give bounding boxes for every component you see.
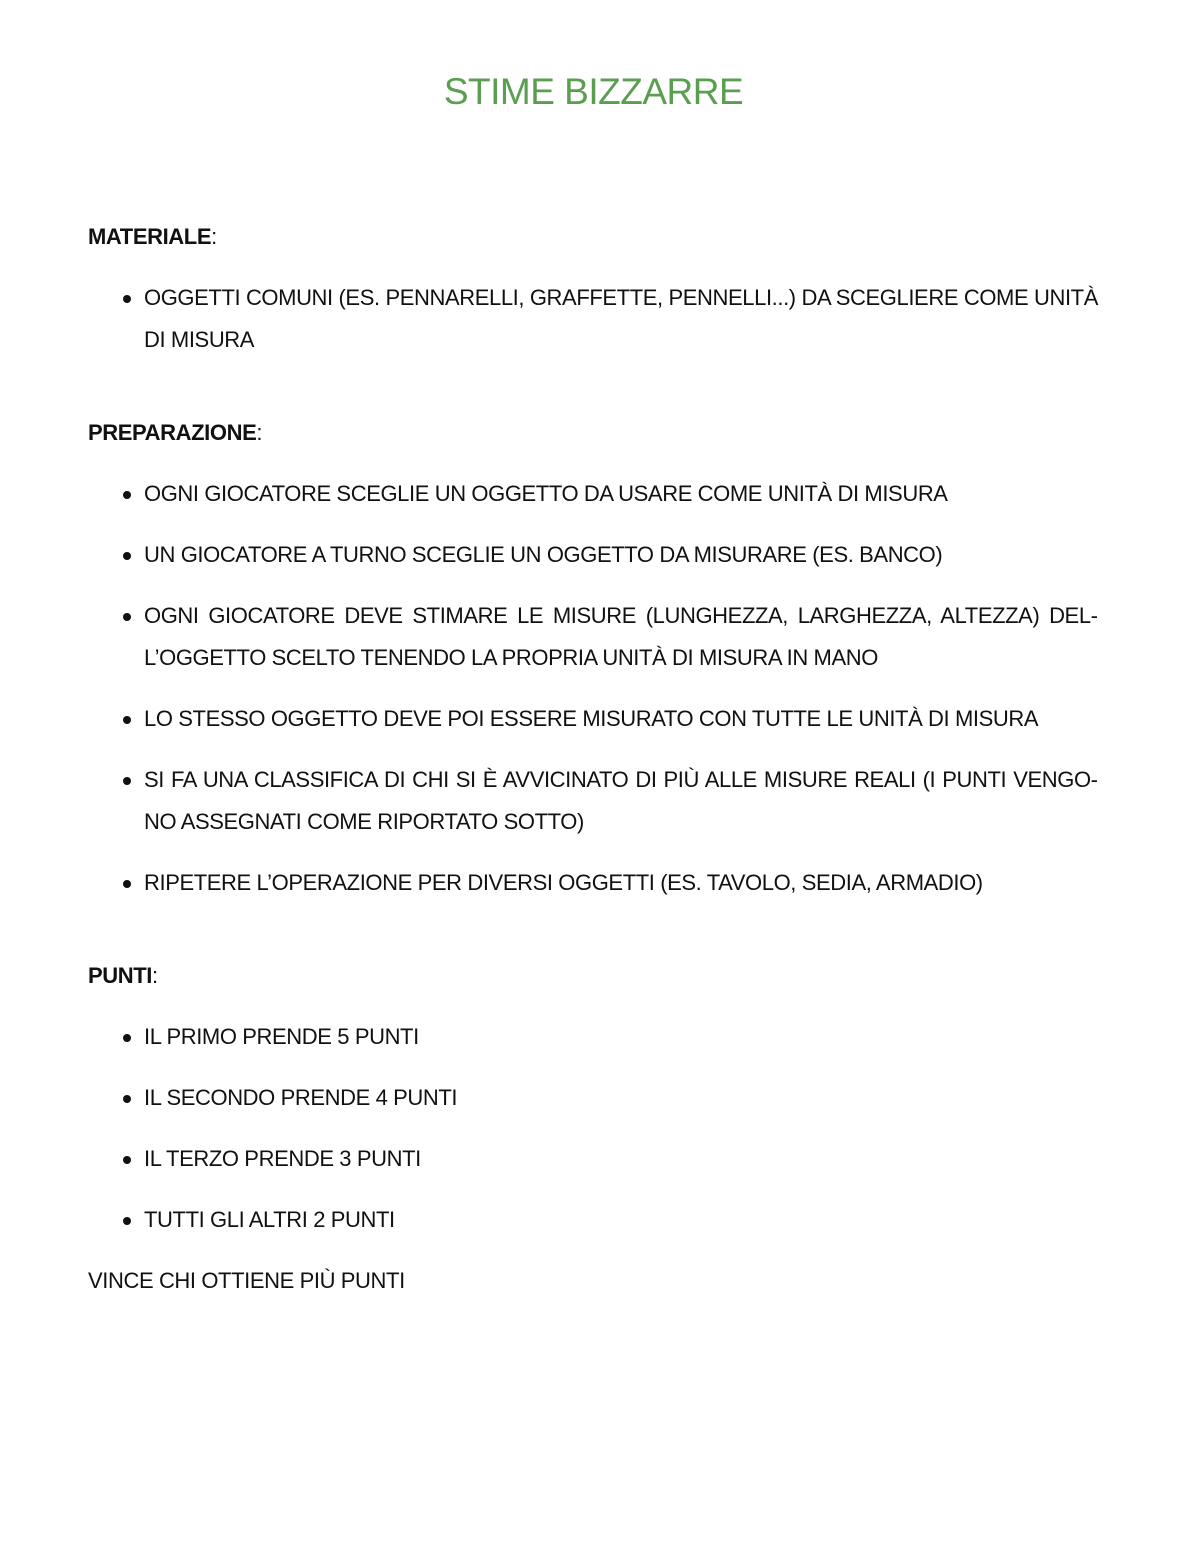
- list-item: OGGETTI COMUNI (ES. PENNARELLI, GRAFFETTE, PENNELLI...) DA SCEGLIERE COME UNITÀ DI MISURA: [144, 277, 1098, 361]
- section-spacer: [88, 380, 1098, 412]
- closing-text: VINCE CHI OTTIENE PIÙ PUNTI: [88, 1268, 405, 1293]
- list-item: RIPETERE L’OPERAZIONE PER DIVERSI OGGETTI (ES. TAVOLO, SEDIA, ARMADIO): [144, 862, 1098, 904]
- list-punti: [88, 1016, 1098, 1241]
- section-heading-preparazione-label: PREPARAZIONE: [88, 420, 257, 445]
- list-item: IL SECONDO PRENDE 4 PUNTI: [144, 1077, 1098, 1119]
- list-item: UN GIOCATORE A TURNO SCEGLIE UN OGGETTO DA MISURARE (ES. BANCO): [144, 534, 1098, 576]
- document-body: [88, 216, 1098, 1302]
- section-heading-preparazione: PREPARAZIONE:: [88, 420, 263, 445]
- list-materiale: [88, 277, 1098, 361]
- section-heading-punti-label: PUNTI: [88, 963, 153, 988]
- list-item: IL TERZO PRENDE 3 PUNTI: [144, 1138, 1098, 1180]
- section-heading-materiale-label: MATERIALE: [88, 224, 212, 249]
- page-title: STIME BIZZARRE: [443, 71, 744, 112]
- list-item: TUTTI GLI ALTRI 2 PUNTI: [144, 1199, 1098, 1241]
- list-item: SI FA UNA CLASSIFICA DI CHI SI È AVVICINATO DI PIÙ ALLE MISURE REALI (I PUNTI VENGONO ASSEGNATI COME RIPORTATO SOTTO): [144, 759, 1098, 843]
- section-heading-materiale: MATERIALE:: [88, 224, 217, 249]
- list-item: LO STESSO OGGETTO DEVE POI ESSERE MISURATO CON TUTTE LE UNITÀ DI MISURA: [144, 698, 1098, 740]
- list-item: IL PRIMO PRENDE 5 PUNTI: [144, 1016, 1098, 1058]
- list-item: OGNI GIOCATORE SCEGLIE UN OGGETTO DA USARE COME UNITÀ DI MISURA: [144, 473, 1098, 515]
- list-item: OGNI GIOCATORE DEVE STIMARE LE MISURE (LUNGHEZZA, LARGHEZZA, ALTEZZA) DELL’OGGETTO SCELTO TENENDO LA PROPRIA UNITÀ DI MISURA IN MANO: [144, 595, 1098, 679]
- section-heading-punti: PUNTI:: [88, 963, 158, 988]
- section-spacer: [88, 923, 1098, 955]
- list-preparazione: [88, 473, 1098, 904]
